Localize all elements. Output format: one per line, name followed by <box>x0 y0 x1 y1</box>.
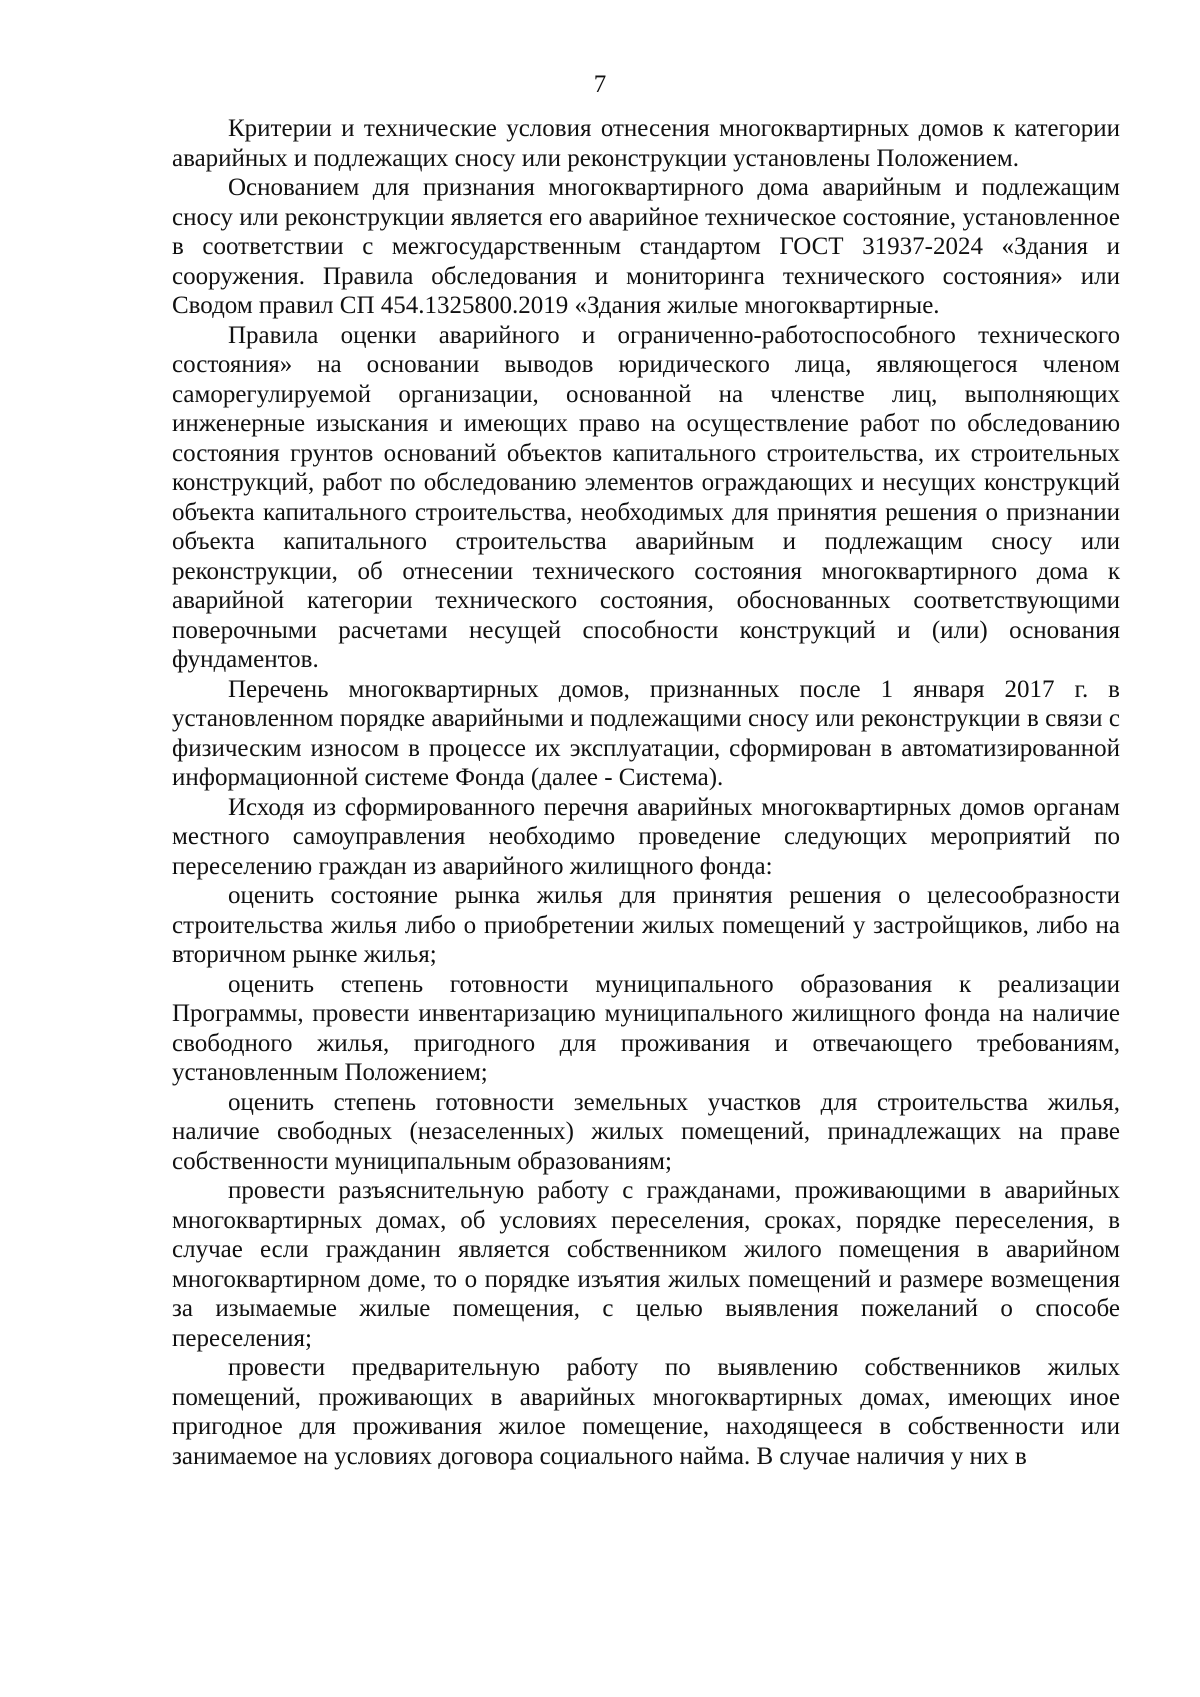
page-number: 7 <box>593 71 607 98</box>
list-item-owner-identification: провести предварительную работу по выявлению собственников жилых помещений, проживающих в аварийных многоквартирных домах, имеющих иное пригодное для проживания жилое помещение, находящееся в собственности или занимаемое на условиях договора социального найма. В случае наличия у них в <box>172 1354 1120 1470</box>
list-item-land-readiness: оценить степень готовности земельных участков для строительства жилья, наличие свободных (незаселенных) жилых помещений, принадлежащих на праве собственности муниципальным образованиям; <box>172 1088 1120 1175</box>
list-item-market-assessment: оценить состояние рынка жилья для принятия решения о целесообразности строительства жилья либо о приобретении жилых помещений у застройщиков, либо на вторичном рынке жилья; <box>172 882 1120 968</box>
paragraph-criteria: Критерии и технические условия отнесения многоквартирных домов к категории аварийных и подлежащих сносу или реконструкции установлены Положением. <box>172 115 1120 172</box>
paragraph-list-of-houses: Перечень многоквартирных домов, признанных после 1 января 2017 г. в установленном порядке аварийными и подлежащими сносу или реконструкции в связи с физическим износом в процессе их эксплуатации, сформирован в автоматизированной информационной системе Фонда (далее - Система). <box>172 675 1120 791</box>
paragraph-grounds: Основанием для признания многоквартирного дома аварийным и подлежащим сносу или реконструкции является его аварийное техническое состояние, установленное в соответствии с межгосударственным стандартом ГОСТ 31937-2024 «Здания и сооружения. Правила обследования и мониторинга технического состояния» или Сводом правил СП 454.1325800.2019 «Здания жилые многоквартирные. <box>172 174 1120 319</box>
document-body <box>172 114 1120 1471</box>
paragraph-assessment-rules: Правила оценки аварийного и ограниченно-работоспособного технического состояния» на основании выводов юридического лица, являющегося членом саморегулируемой организации, основанной на членстве лиц, выполняющих инженерные изыскания и имеющих право на осуществление работ по обследованию состояния грунтов оснований объектов капитального строительства, их строительных конструкций, работ по обследованию элементов ограждающих и несущих конструкций объекта капитального строительства, необходимых для принятия решения о признании объекта капитального строительства аварийным и подлежащим сносу или реконструкции, об отнесении технического состояния многоквартирного дома к аварийной категории технического состояния, обоснованных соответствующими поверочными расчетами несущей способности конструкций и (или) основания фундаментов. <box>172 321 1120 673</box>
list-item-explanatory-work: провести разъяснительную работу с гражданами, проживающими в аварийных многоквартирных домах, об условиях переселения, сроках, порядке переселения, в случае если гражданин является собственником жилого помещения в аварийном многоквартирном доме, то о порядке изъятия жилых помещений и размере возмещения за изымаемые жилые помещения, с целью выявления пожеланий о способе переселения; <box>172 1177 1120 1352</box>
paragraph-required-measures: Исходя из сформированного перечня аварийных многоквартирных домов органам местного самоуправления необходимо проведение следующих мероприятий по переселению граждан из аварийного жилищного фонда: <box>172 793 1120 880</box>
list-item-readiness-assessment: оценить степень готовности муниципального образования к реализации Программы, провести инвентаризацию муниципального жилищного фонда на наличие свободного жилья, пригодного для проживания и отвечающего требованиям, установленным Положением; <box>172 970 1120 1086</box>
